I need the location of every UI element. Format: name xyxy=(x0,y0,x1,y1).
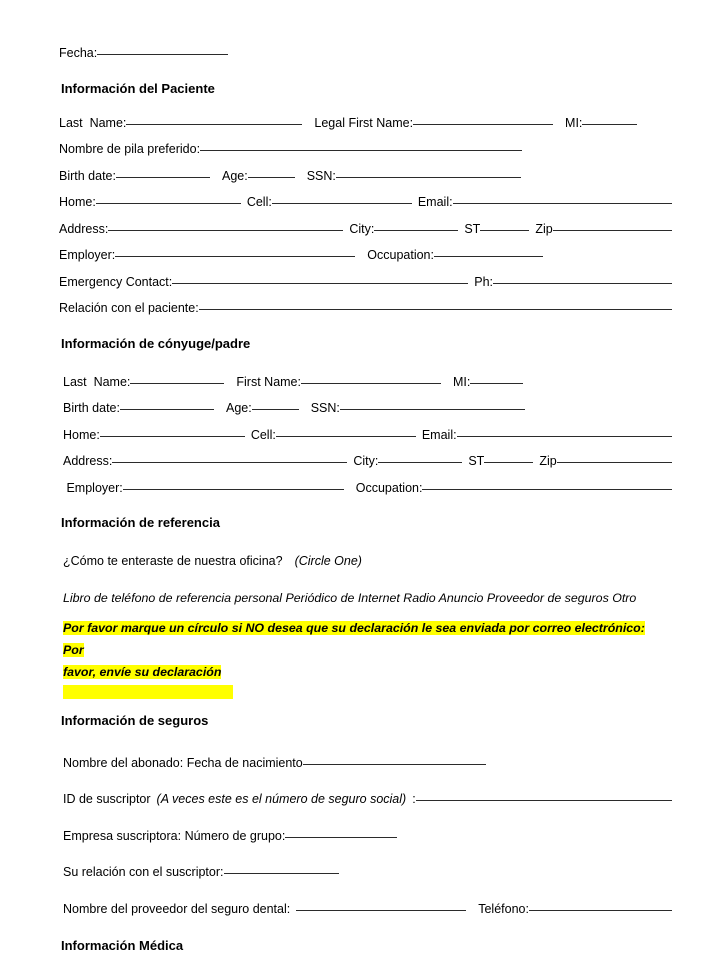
subscriber-id-colon: : xyxy=(412,792,416,806)
emergency-phone-label: Ph: xyxy=(474,274,494,289)
spouse-ssn-blank[interactable] xyxy=(340,409,525,410)
spacer xyxy=(59,67,672,75)
spouse-ssn-label: SSN: xyxy=(310,401,340,415)
last-name-label: Last Name: xyxy=(59,115,127,130)
spacer xyxy=(59,322,672,330)
field-row-patient-contact xyxy=(59,189,672,216)
field-row-spouse-birth xyxy=(63,395,672,422)
field-row-patient-relation xyxy=(59,295,672,322)
legal-first-name-label: Legal First Name: xyxy=(314,115,414,130)
spouse-address-blank[interactable] xyxy=(112,462,347,463)
field-row-subscriber-relationship xyxy=(63,859,672,886)
referral-options-line[interactable]: Libro de teléfono de referencia personal Periódico de Internet Radio Anuncio Proveedor de seguros Otro xyxy=(63,590,637,605)
subscriber-name-label: Nombre del abonado: Fecha de nacimiento xyxy=(63,755,303,770)
referral-question-row xyxy=(63,548,672,575)
birth-date-blank[interactable] xyxy=(116,177,210,178)
emergency-contact-blank[interactable] xyxy=(172,283,468,284)
spouse-cell-phone-blank[interactable] xyxy=(276,436,416,437)
subscriber-relationship-label: Su relación con el suscriptor: xyxy=(63,865,224,879)
referral-question-hint: (Circle One) xyxy=(294,554,362,568)
spouse-state-blank[interactable] xyxy=(484,462,533,463)
statement-notice-highlight-tail xyxy=(63,685,233,699)
field-row-spouse-contact xyxy=(63,422,672,449)
birth-date-label: Birth date: xyxy=(59,168,116,183)
spouse-zip-blank[interactable] xyxy=(557,462,672,463)
ssn-label: SSN: xyxy=(306,168,336,183)
statement-notice-line2: favor, envíe su declaración xyxy=(63,664,222,679)
field-row-spouse-address xyxy=(63,448,672,475)
preferred-name-blank[interactable] xyxy=(200,150,522,151)
patient-relation-blank[interactable] xyxy=(199,309,672,310)
zip-label: Zip xyxy=(535,221,553,236)
heading-medical-info: Información Médica xyxy=(61,938,184,953)
heading-spouse-info: Información de cónyuge/padre xyxy=(61,335,251,351)
spouse-birth-date-blank[interactable] xyxy=(120,409,214,410)
spouse-cell-phone-label: Cell: xyxy=(250,427,276,442)
emergency-contact-label: Emergency Contact: xyxy=(59,274,173,289)
home-phone-blank[interactable] xyxy=(96,203,241,204)
state-blank[interactable] xyxy=(480,230,529,231)
spouse-city-blank[interactable] xyxy=(378,462,462,463)
spacer xyxy=(59,501,672,509)
subscriber-id-hint: (A veces este es el número de seguro social) xyxy=(156,792,407,806)
dental-provider-phone-label: Teléfono: xyxy=(478,901,529,916)
address-label: Address: xyxy=(59,221,109,236)
spouse-first-name-label: First Name: xyxy=(236,374,301,389)
field-row-spouse-name xyxy=(63,369,672,396)
cell-phone-label: Cell: xyxy=(246,195,272,209)
spouse-mi-label: MI: xyxy=(452,374,471,389)
spacer xyxy=(59,734,672,750)
spouse-birth-date-label: Birth date: xyxy=(63,401,120,415)
spouse-occupation-label: Occupation: xyxy=(355,480,423,495)
email-blank[interactable] xyxy=(453,203,672,204)
spouse-age-label: Age: xyxy=(225,401,252,415)
spouse-zip-label: Zip xyxy=(539,454,557,468)
spacer xyxy=(59,886,672,896)
field-row-dental-provider xyxy=(63,896,672,923)
subscriber-company-blank[interactable] xyxy=(285,837,397,838)
statement-notice xyxy=(63,617,667,683)
email-label: Email: xyxy=(417,195,453,209)
spouse-occupation-blank[interactable] xyxy=(422,489,672,490)
fecha-label: Fecha: xyxy=(59,46,98,60)
spouse-mi-blank[interactable] xyxy=(470,383,523,384)
patient-relation-label: Relación con el paciente: xyxy=(59,301,199,315)
spacer xyxy=(59,776,672,786)
ssn-blank[interactable] xyxy=(336,177,521,178)
field-row-preferred-name xyxy=(59,136,672,163)
spacer xyxy=(59,536,672,548)
zip-blank[interactable] xyxy=(553,230,672,231)
spouse-first-name-blank[interactable] xyxy=(301,383,441,384)
field-row-subscriber-id xyxy=(63,786,672,813)
spouse-address-label: Address: xyxy=(63,454,113,468)
field-row-subscriber-name xyxy=(63,750,672,777)
city-label: City: xyxy=(349,221,375,236)
state-label: ST xyxy=(464,221,481,236)
occupation-label: Occupation: xyxy=(367,248,434,262)
spouse-home-phone-label: Home: xyxy=(63,427,100,442)
spacer xyxy=(59,922,672,932)
spacer xyxy=(59,357,672,369)
spacer xyxy=(59,849,672,859)
occupation-blank[interactable] xyxy=(434,256,543,257)
preferred-name-label: Nombre de pila preferido: xyxy=(59,142,201,156)
last-name-blank[interactable] xyxy=(126,124,302,125)
spouse-email-label: Email: xyxy=(421,427,457,442)
subscriber-company-label: Empresa suscriptora: Número de grupo: xyxy=(63,828,286,843)
age-label: Age: xyxy=(221,168,248,183)
employer-label: Employer: xyxy=(59,248,116,262)
spouse-city-label: City: xyxy=(353,454,379,468)
spouse-employer-blank[interactable] xyxy=(123,489,344,490)
field-row-patient-name xyxy=(59,110,672,137)
cell-phone-blank[interactable] xyxy=(272,203,412,204)
emergency-phone-blank[interactable] xyxy=(493,283,672,284)
age-blank[interactable] xyxy=(248,177,295,178)
dental-provider-blank[interactable] xyxy=(296,910,466,911)
heading-patient-info: Información del Paciente xyxy=(61,80,215,96)
mi-label: MI: xyxy=(565,115,583,130)
field-row-patient-work xyxy=(59,242,672,269)
heading-referral-info: Información de referencia xyxy=(61,515,220,530)
spacer xyxy=(59,699,672,707)
address-blank[interactable] xyxy=(108,230,343,231)
spouse-state-label: ST xyxy=(468,454,485,468)
spacer xyxy=(59,575,672,585)
heading-insurance-info: Información de seguros xyxy=(61,712,209,728)
subscriber-name-blank[interactable] xyxy=(303,764,486,765)
subscriber-relationship-blank[interactable] xyxy=(224,873,339,874)
subscriber-id-blank[interactable] xyxy=(416,800,672,801)
field-row-fecha xyxy=(59,40,672,67)
spouse-email-blank[interactable] xyxy=(457,436,672,437)
spouse-home-phone-blank[interactable] xyxy=(100,436,245,437)
field-row-patient-address xyxy=(59,216,672,243)
field-row-subscriber-company xyxy=(63,823,672,850)
mi-blank[interactable] xyxy=(582,124,637,125)
dental-provider-phone-blank[interactable] xyxy=(529,910,672,911)
subscriber-id-label: ID de suscriptor xyxy=(63,792,151,806)
dental-provider-label: Nombre del proveedor del seguro dental: xyxy=(63,901,291,916)
employer-blank[interactable] xyxy=(115,256,355,257)
field-row-patient-birth xyxy=(59,163,672,190)
city-blank[interactable] xyxy=(374,230,458,231)
legal-first-name-blank[interactable] xyxy=(413,124,553,125)
home-phone-label: Home: xyxy=(59,195,96,209)
spouse-employer-label: Employer: xyxy=(63,480,123,495)
spacer xyxy=(59,102,672,110)
spouse-last-name-blank[interactable] xyxy=(130,383,224,384)
referral-question-label: ¿Cómo te enteraste de nuestra oficina? xyxy=(63,554,283,568)
field-row-spouse-work xyxy=(63,475,672,502)
field-row-emergency-contact xyxy=(59,269,672,296)
spacer xyxy=(59,813,672,823)
statement-notice-line1: Por favor marque un círculo si NO desea que su declaración le sea enviada por correo electrónico: Por xyxy=(63,620,645,657)
spouse-age-blank[interactable] xyxy=(252,409,299,410)
fecha-blank[interactable] xyxy=(97,54,228,55)
spouse-last-name-label: Last Name: xyxy=(63,374,131,389)
